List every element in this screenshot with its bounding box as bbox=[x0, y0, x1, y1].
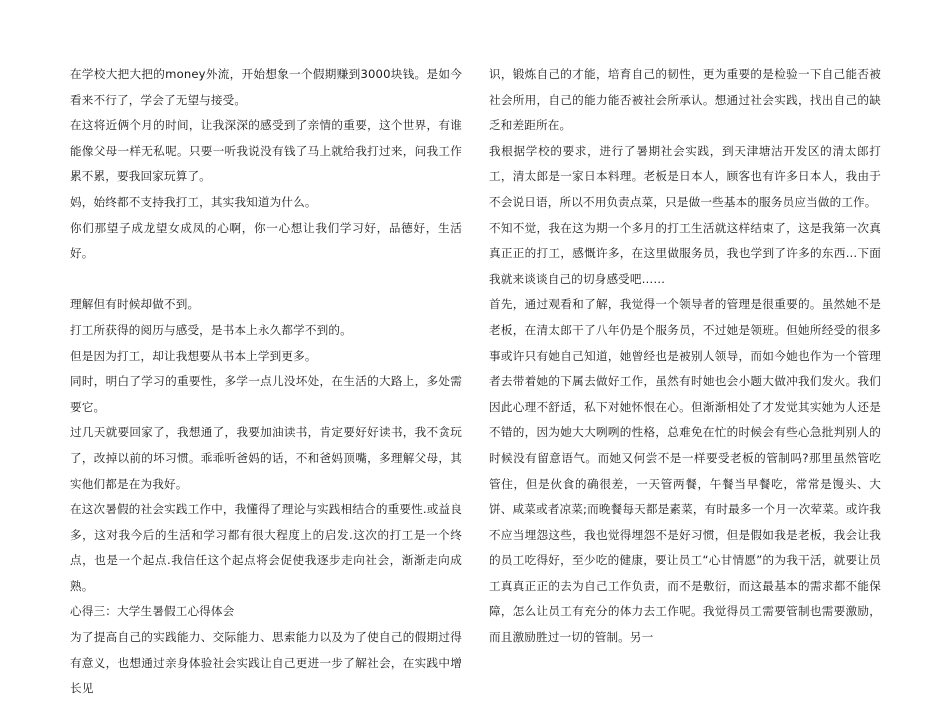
paragraph: 识，锻炼自己的才能，培育自己的韧性，更为重要的是检验一下自己能否被社会所用，自己的能力能否被社会所承认。想通过社会实践，找出自己的缺乏和差距所在。 bbox=[489, 67, 881, 133]
paragraph: 过几天就要回家了，我想通了，我要加油读书，肯定要好好读书，我不贪玩了，改掉以前的坏习惯。乖乖听爸妈的话，不和爸妈顶嘴，多理解父母，其实他们都是在为我好。 bbox=[70, 425, 462, 491]
paragraph: 我根据学校的要求，进行了暑期社会实践，到天津塘沽开发区的清太郎打工，清太郎是一家日本料理。老板是日本人，顾客也有许多日本人，我由于不会说日语，所以不用负责点菜，只是做一些基本的服务员应当做的工作。 bbox=[489, 143, 881, 209]
paragraph: 理解但有时候却做不到。 bbox=[70, 297, 200, 312]
paragraph: 在这次暑假的社会实践工作中，我懂得了理论与实践相结合的重要性.或益良多，这对我今后的生活和学习都有很大程度上的启发.这次的打工是一个终点，也是一个起点.我信任这个起点将会促使我逐步走向社会，渐渐走向成熟。 bbox=[70, 502, 462, 593]
paragraph: 同时，明白了学习的重要性，多学一点儿没坏处，在生活的大路上，多处需要它。 bbox=[70, 374, 462, 414]
paragraph: 在学校大把大把的money外流，开始想象一个假期赚到3000块钱。是如今看来不行了，学会了无望与接受。 bbox=[70, 67, 462, 107]
left-text-column bbox=[70, 62, 462, 702]
paragraph: 你们那望子成龙望女成凤的心啊，你一心想让我们学习好，品德好，生活好。 bbox=[70, 220, 462, 261]
paragraph: 首先，通过观看和了解，我觉得一个领导者的管理是很重要的。虽然她不是老板，在清太郎干了八年仍是个服务员，不过她是领班。但她所经受的很多事或许只有她自己知道，她曾经也是被别人领导，而如今她也作为一个管理者去带着她的下属去做好工作，虽然有时她也会小题大做冲我们发火。我们因此心理不舒适，私下对她怀恨在心。但渐渐相处了才发觉其实她为人还是不错的，因为她大大咧咧的性格，总难免在忙的时候会有些心急批判别人的时候没有留意语气。而她又何尝不是一样要受老板的管制吗?那里虽然管吃管住，但是伙食的确很差，一天管两餐，午餐当早餐吃，常常是馒头、大饼、咸菜或者凉菜;而晚餐每天都是素菜，有时最多一个月一次荤菜。或许我不应当埋怨这些，我也觉得埋怨不是好习惯，但是假如我是老板，我会让我的员工吃得好，至少吃的健康，要让员工“心甘情愿”的为我干活，就要让员工真真正正的去为自己工作负责，而不是敷衍，而这最基本的需求都不能保障，怎么让员工有充分的体力去工作呢。我觉得员工需要管制也需要激励，而且激励胜过一切的管制。另一 bbox=[489, 297, 881, 645]
section-heading: 心得三：大学生暑假工心得体会 bbox=[70, 604, 235, 619]
paragraph: 但是因为打工，却让我想要从书本上学到更多。 bbox=[70, 348, 317, 363]
paragraph: 妈，始终都不支持我打工，其实我知道为什么。 bbox=[70, 194, 317, 209]
paragraph: 打工所获得的阅历与感受，是书本上永久都学不到的。 bbox=[70, 322, 352, 337]
paragraph: 为了提高自己的实践能力、交际能力、思索能力以及为了使自己的假期过得有意义，也想通过亲身体验社会实践让自己更进一步了解社会，在实践中增长见 bbox=[70, 630, 462, 696]
blank-line bbox=[70, 267, 462, 293]
right-text-column bbox=[489, 62, 881, 651]
paragraph: 在这将近俩个月的时间，让我深深的感受到了亲情的重要，这个世界，有谁能像父母一样无私呢。只要一听我说没有钱了马上就给我打过来，问我工作累不累，要我回家玩算了。 bbox=[70, 118, 462, 184]
paragraph: 不知不觉，我在这为期一个多月的打工生活就这样结束了，这是我第一次真真正正的打工，感慨许多，在这里做服务员，我也学到了许多的东西...下面我就来谈谈自己的切身感受吧…… bbox=[489, 220, 881, 286]
